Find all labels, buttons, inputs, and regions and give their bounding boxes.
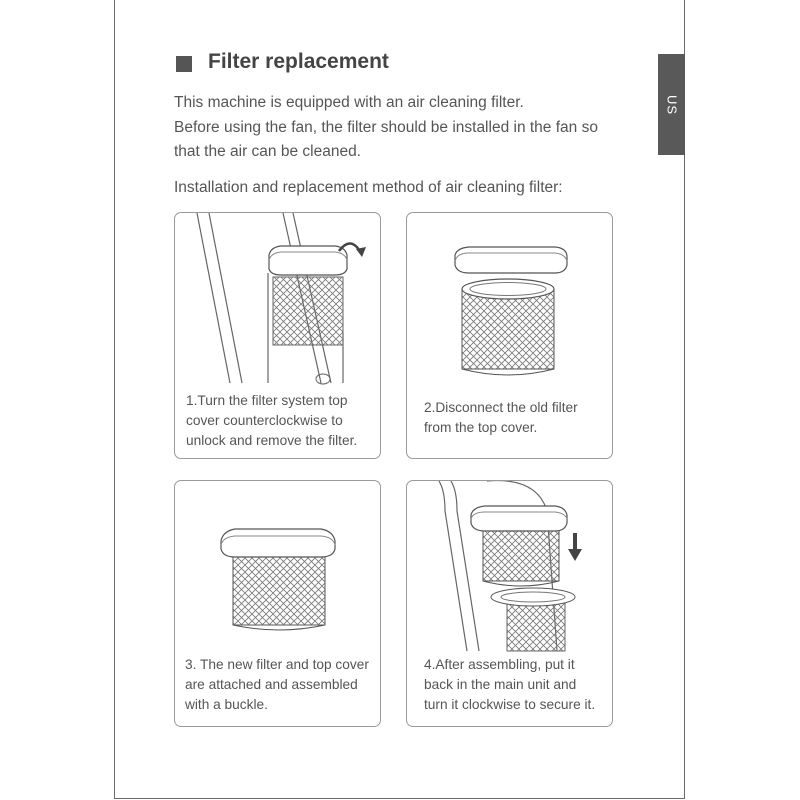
language-tab: [658, 54, 685, 155]
caption-line: 4.After assembling, put it: [424, 657, 575, 672]
caption-line: from the top cover.: [424, 420, 538, 435]
step-card-3: [174, 480, 381, 727]
step-2-caption: [424, 398, 578, 438]
method-heading: Installation and replacement method of air cleaning filter:: [174, 179, 563, 196]
caption-line: 3. The new filter and top cover: [185, 657, 369, 672]
section-bullet-icon: [176, 56, 192, 72]
step-card-1: [174, 212, 381, 459]
step-3-caption: [185, 655, 369, 715]
section-title: Filter replacement: [208, 50, 389, 73]
intro-text: [174, 91, 654, 165]
intro-line: Before using the fan, the filter should be installed in the fan so: [174, 118, 598, 136]
caption-line: unlock and remove the filter.: [186, 433, 358, 448]
intro-line: that the air can be cleaned.: [174, 143, 361, 160]
caption-line: 2.Disconnect the old filter: [424, 400, 578, 415]
caption-line: with a buckle.: [185, 697, 268, 712]
caption-line: back in the main unit and: [424, 677, 577, 692]
intro-line: This machine is equipped with an air cleaning filter.: [174, 94, 524, 111]
caption-line: 1.Turn the filter system top: [186, 393, 348, 408]
language-tab-label: US: [664, 94, 679, 115]
caption-line: are attached and assembled: [185, 677, 358, 692]
step-card-4: [406, 480, 613, 727]
caption-line: turn it clockwise to secure it.: [424, 697, 596, 712]
step-1-caption: [186, 391, 357, 451]
step-4-caption: [424, 655, 595, 715]
step-card-2: [406, 212, 613, 459]
caption-line: cover counterclockwise to: [186, 413, 343, 428]
